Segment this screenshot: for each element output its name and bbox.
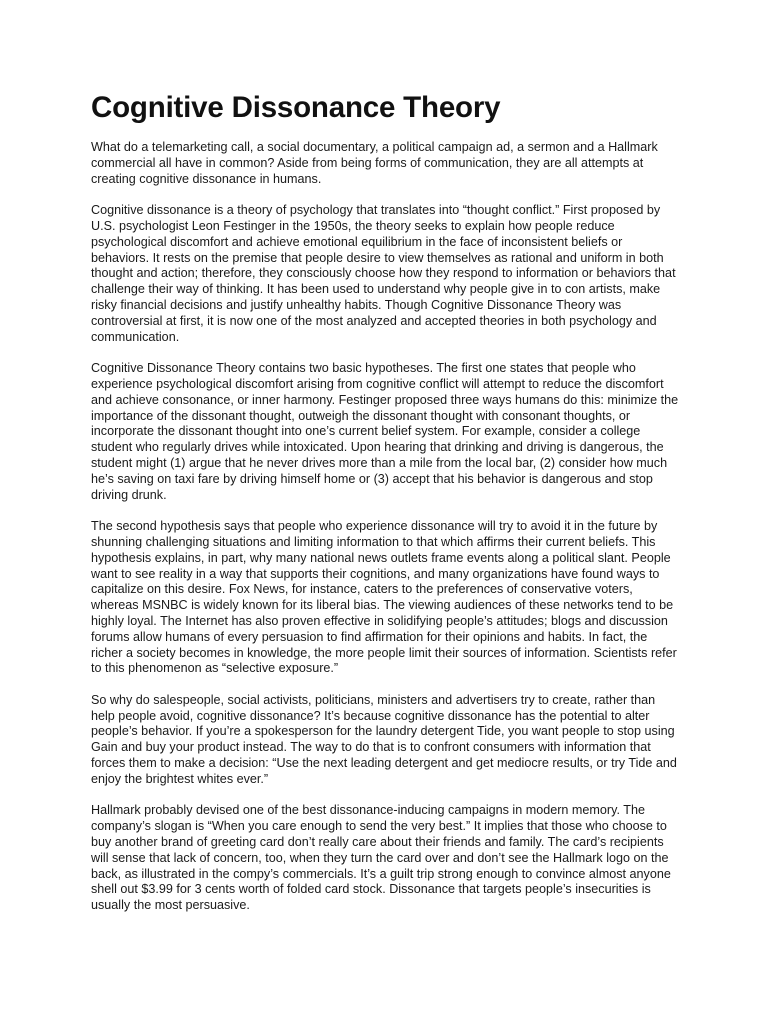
paragraph-first-hypothesis: Cognitive Dissonance Theory contains two basic hypotheses. The first one states that people who experience psychological discomfort arising from cognitive conflict will attempt to reduce the discomfort and achieve consonance, or inner harmony. Festinger proposed three ways humans do this: minimize the importance of the dissonant thought, outweigh the dissonant thought with consonant thoughts, or incorporate the dissonant thought into one’s current belief system. For example, consider a college student who regularly drives while intoxicated. Upon hearing that drinking and driving is dangerous, the student might (1) argue that he never drives more than a mile from the local bar, (2) consider how much he’s saving on taxi fare by driving himself home or (3) accept that his behavior is dangerous and stop driving drunk. xyxy=(91,361,679,502)
paragraph-definition: Cognitive dissonance is a theory of psychology that translates into “thought conflict.” First proposed by U.S. psychologist Leon Festinger in the 1950s, the theory seeks to explain how people reduce psychological discomfort and achieve emotional equilibrium in the face of inconsistent beliefs or behaviors. It rests on the premise that people desire to view themselves as rational and uniform in both thought and action; therefore, they consciously choose how they respond to information or behaviors that challenge their way of thinking. It has been used to understand why people give in to con artists, make risky financial decisions and justify unhealthy habits. Though Cognitive Dissonance Theory was controversial at first, it is now one of the most analyzed and accepted theories in both psychology and communication. xyxy=(91,203,676,344)
paragraph-hallmark-example: Hallmark probably devised one of the best dissonance-inducing campaigns in modern memory. The company’s slogan is “When you care enough to send the very best.” It implies that those who choose to buy another brand of greeting card don’t really care about their friends and family. The card’s recipients will sense that lack of concern, too, when they turn the card over and don’t see the Hallmark logo on the back, as illustrated in the compy’s commercials. It’s a guilt trip strong enough to convince almost anyone shell out $3.99 for 3 cents worth of folded card stock. Dissonance that targets people’s insecurities is usually the most persuasive. xyxy=(91,803,671,913)
paragraph-second-hypothesis: The second hypothesis says that people who experience dissonance will try to avoid it in the future by shunning challenging situations and limiting information to that which affirms their current beliefs. This hypothesis explains, in part, why many national news outlets frame events along a political slant. People want to see reality in a way that supports their cognitions, and many organizations have found ways to capitalize on this desire. Fox News, for instance, caters to the preferences of conservative voters, whereas MSNBC is widely known for its liberal bias. The viewing audiences of these networks tend to be highly loyal. The Internet has also proven effective in solidifying people’s attitudes; blogs and discussion forums allow humans of every persuasion to find affirmation for their opinions and habits. In fact, the richer a society becomes in knowledge, the more people limit their sources of information. Scientists refer to this phenomenon as “selective exposure.” xyxy=(91,519,677,676)
document-title: Cognitive Dissonance Theory xyxy=(91,91,501,124)
paragraph-persuasion: So why do salespeople, social activists, politicians, ministers and advertisers try to create, rather than help people avoid, cognitive dissonance? It’s because cognitive dissonance has the potential to alter people’s behavior. If you’re a spokesperson for the laundry detergent Tide, you want people to stop using Gain and buy your product instead. The way to do that is to confront consumers with information that forces them to make a decision: “Use the next leading detergent and get mediocre results, or try Tide and enjoy the brightest whites ever.” xyxy=(91,692,677,786)
paragraph-intro: What do a telemarketing call, a social documentary, a political campaign ad, a sermon and a Hallmark commercial all have in common? Aside from being forms of communication, they are all attempts at creating cognitive dissonance in humans. xyxy=(91,140,658,186)
